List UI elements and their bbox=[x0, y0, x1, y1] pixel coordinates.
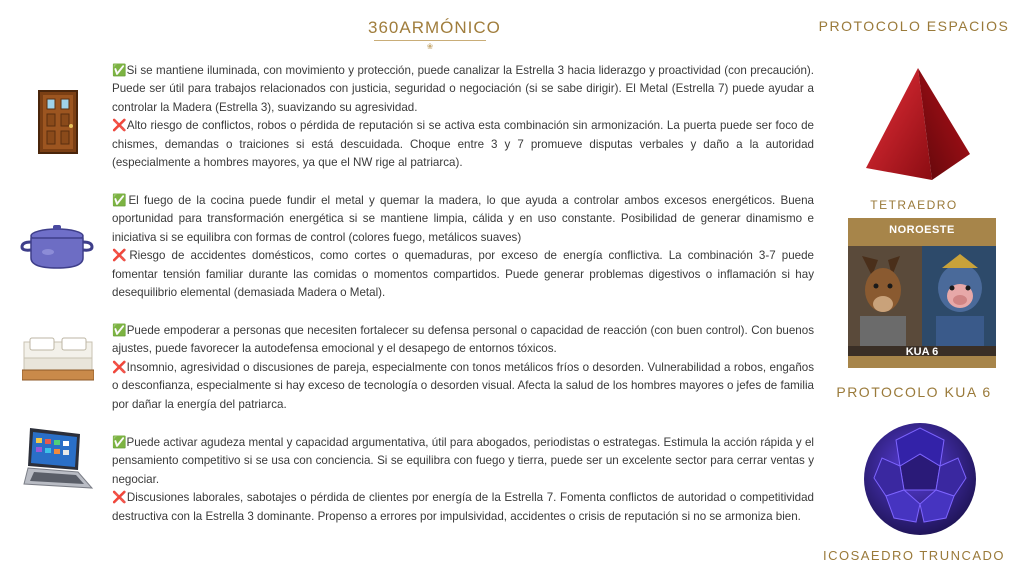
negative-paragraph: ❌Riesgo de accidentes domésticos, como cortes o quemaduras, por exceso de energía conflictiva. La combinación 3-7 puede fomentar tensión familiar durante las comidas o momentos compartidos. Puede generar problemas digestivos o inflamación si hay desequilibrio elemental (demasiada Madera o Metal). bbox=[112, 249, 814, 300]
tetrahedron-label: TETRAEDRO bbox=[870, 198, 958, 212]
brand-logo bbox=[368, 18, 501, 51]
tetrahedron-icon bbox=[862, 64, 974, 184]
logo-divider bbox=[374, 40, 486, 41]
positive-paragraph: ✅El fuego de la cocina puede fundir el metal y quemar la madera, lo que ayuda a controlar ambos excesos energéticos. Buena oportunidad para transformación energética si se mantiene limpia, cálida y en uso constante. Posibilidad de generar dinamismo e iniciativa si se equilibra con formas de control (colores fuego, metálicos suaves) bbox=[112, 194, 814, 244]
kua-card bbox=[848, 218, 996, 368]
negative-paragraph: ❌Discusiones laborales, sabotajes o pérdida de clientes por energía de la Estrella 7. Fomenta conflictos de autoridad o competitividad destructiva con la Estrella 3 dominante. Propenso a errores por impulsividad, accidentes o crisis de reputación si no se armoniza bien. bbox=[112, 491, 814, 523]
check-icon: ✅ bbox=[112, 436, 127, 449]
office-section bbox=[112, 434, 814, 526]
negative-paragraph: ❌Alto riesgo de conflictos, robos o pérdida de reputación si se activa esta combinación sin armonización. La puerta puede ser foco de chismes, demandas o traiciones si está descuidada. Choque entre 3 y 7 promueve disputas verbales y daño a la autoridad (especialmente a hombres mayores, ya que el NW rige al patriarca). bbox=[112, 119, 814, 170]
bed-icon bbox=[22, 336, 94, 384]
cross-icon: ❌ bbox=[112, 119, 127, 133]
cross-icon: ❌ bbox=[112, 360, 127, 374]
positive-paragraph: ✅Puede empoderar a personas que necesiten fortalecer su defensa personal o capacidad de reacción (con buen control). Con buenos ajustes, puede favorecer la autodefensa emocional y el desapego de entornos tóxicos. bbox=[112, 324, 814, 356]
cooking-pot-icon bbox=[20, 222, 94, 272]
bedroom-section bbox=[112, 322, 814, 414]
page-title: PROTOCOLO ESPACIOS bbox=[818, 18, 1010, 34]
brand-name: 360ARMÓNICO bbox=[368, 18, 501, 37]
kitchen-section bbox=[112, 192, 814, 302]
kua-title: PROTOCOLO KUA 6 bbox=[836, 384, 992, 400]
cross-icon: ❌ bbox=[112, 249, 130, 263]
laptop-icon bbox=[20, 426, 94, 496]
positive-paragraph: ✅Puede activar agudeza mental y capacidad argumentativa, útil para abogados, periodistas o estrategas. Estimula la acción rápida y el pensamiento competitivo si se usa con conciencia. Si se equilibra con fuego y tierra, puede ser un excelente sector para cerrar ventas y negociar. bbox=[112, 436, 814, 486]
truncated-icosahedron-icon bbox=[860, 418, 980, 540]
door-section bbox=[112, 62, 814, 172]
check-icon: ✅ bbox=[112, 194, 129, 207]
check-icon: ✅ bbox=[112, 64, 127, 77]
cross-icon: ❌ bbox=[112, 491, 127, 505]
negative-paragraph: ❌Insomnio, agresividad o discusiones de pareja, especialmente con tonos metálicos fríos o desorden. Vulnerabilidad a robos, engaños o desconfianza, especialmente si hay exceso de tecnología o desorden visual. Afecta la salud de los hombres mayores o jefes de familia por dañar la energía del patriarca. bbox=[112, 360, 815, 411]
card-footer: KUA 6 bbox=[905, 346, 939, 358]
animal-warriors-image bbox=[848, 246, 996, 356]
check-icon: ✅ bbox=[112, 324, 127, 337]
card-header: NOROESTE bbox=[889, 224, 955, 236]
positive-paragraph: ✅Si se mantiene iluminada, con movimiento y protección, puede canalizar la Estrella 3 hacia liderazgo y proactividad (con precaución). Puede ser útil para trabajos relacionados con justicia, seguridad o negociación (si se sabe dirigir). El Metal (Estrella 7) puede ayudar a controlar la Madera (Estrella 3), suavizando su agresividad. bbox=[112, 64, 815, 114]
logo-flower-icon: ❀ bbox=[426, 42, 434, 51]
door-icon bbox=[38, 90, 78, 154]
icosahedron-label: ICOSAEDRO TRUNCADO bbox=[822, 548, 1006, 563]
